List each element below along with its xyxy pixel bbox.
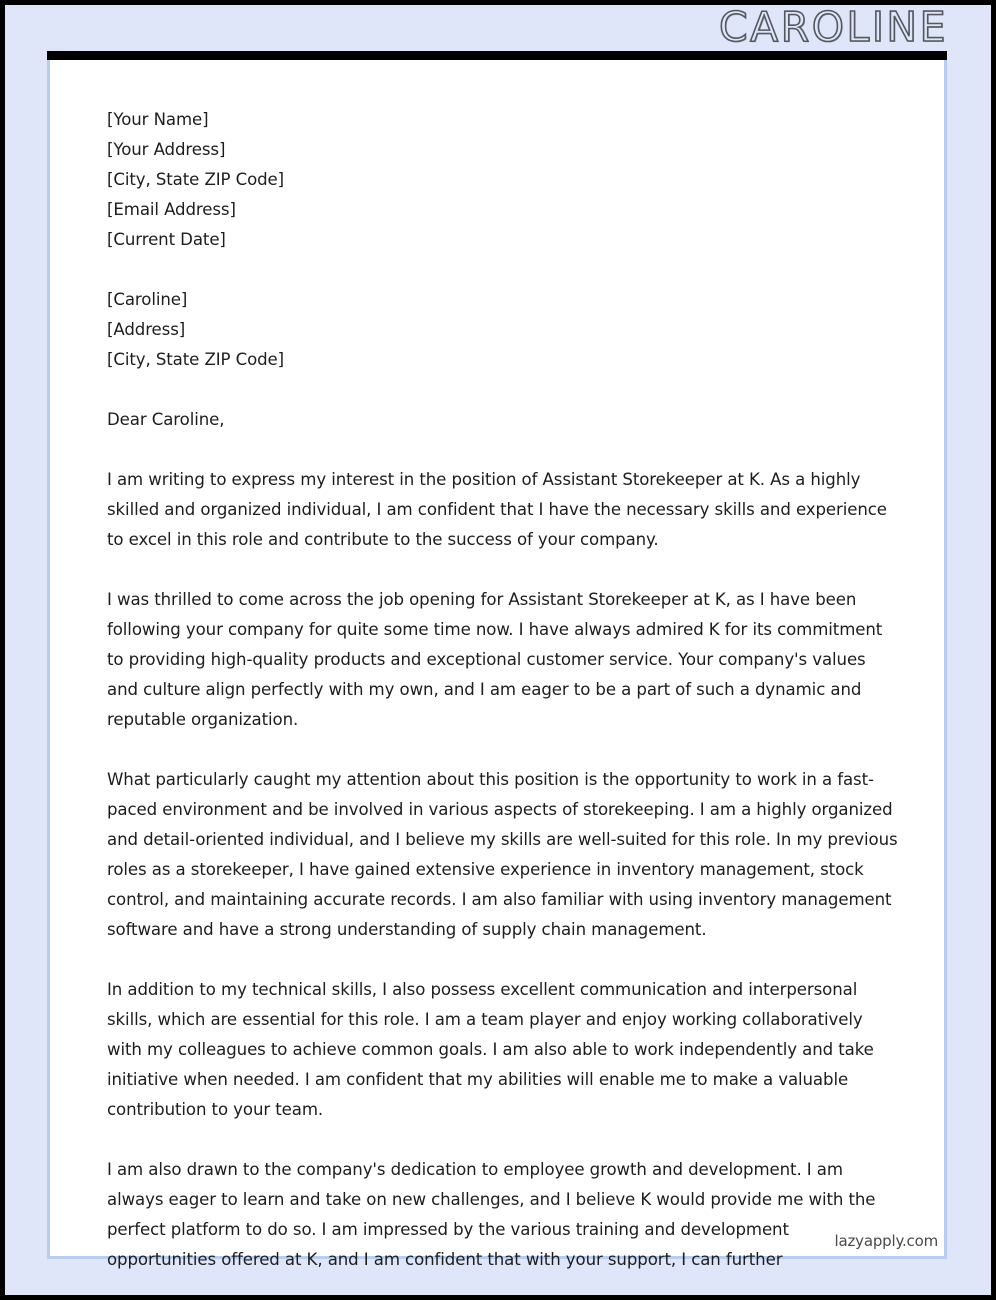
letter-page	[47, 60, 947, 1269]
sender-line: [Your Name]	[107, 110, 209, 129]
recipient-line: [City, State ZIP Code]	[107, 350, 285, 369]
letterhead-title: CAROLINE	[719, 5, 948, 51]
recipient-address-block	[107, 285, 899, 375]
letter-paragraph: I am writing to express my interest in the position of Assistant Storekeeper at K. As a highly skilled and organized individual, I am confident that I have the necessary skills and experience to excel in this role and contribute to the success of your company.	[107, 470, 887, 549]
salutation: Dear Caroline,	[107, 410, 225, 429]
letter-paragraph: What particularly caught my attention about this position is the opportunity to work in a fast-paced environment and be involved in various aspects of storekeeping. I am a highly organized and detail-oriented individual, and I believe my skills are well-suited for this role. In my previous roles as a storekeeper, I have gained extensive experience in inventory management, stock control, and maintaining accurate records. I am also familiar with using inventory management software and have a strong understanding of supply chain management.	[107, 770, 898, 939]
sender-line: [Current Date]	[107, 230, 226, 249]
letter-paragraph: I was thrilled to come across the job opening for Assistant Storekeeper at K, as I have been following your company for quite some time now. I have always admired K for its commitment to providing high-quality products and exceptional customer service. Your company's values and culture align perfectly with my own, and I am eager to be a part of such a dynamic and reputable organization.	[107, 590, 883, 729]
document-frame	[5, 5, 991, 1295]
watermark: lazyapply.com	[834, 1232, 938, 1250]
letter-paragraph: I am also drawn to the company's dedication to employee growth and development. I am always eager to learn and take on new challenges, and I believe K would provide me with the perfect platform to do so. I am impressed by the various training and development opportunities offered at K, and I am confident that with your support, I can further	[107, 1160, 876, 1269]
sender-line: [City, State ZIP Code]	[107, 170, 285, 189]
letterhead	[5, 5, 991, 51]
sender-line: [Email Address]	[107, 200, 236, 219]
recipient-line: [Address]	[107, 320, 186, 339]
sender-line: [Your Address]	[107, 140, 226, 159]
header-rule-bar	[47, 51, 947, 60]
sender-address-block	[107, 105, 899, 255]
letter-body	[107, 105, 899, 1275]
recipient-line: [Caroline]	[107, 290, 188, 309]
letter-paragraph: In addition to my technical skills, I also possess excellent communication and interpersonal skills, which are essential for this role. I am a team player and enjoy working collaboratively with my colleagues to achieve common goals. I am also able to work independently and take initiative when needed. I am confident that my abilities will enable me to make a valuable contribution to your team.	[107, 980, 874, 1119]
